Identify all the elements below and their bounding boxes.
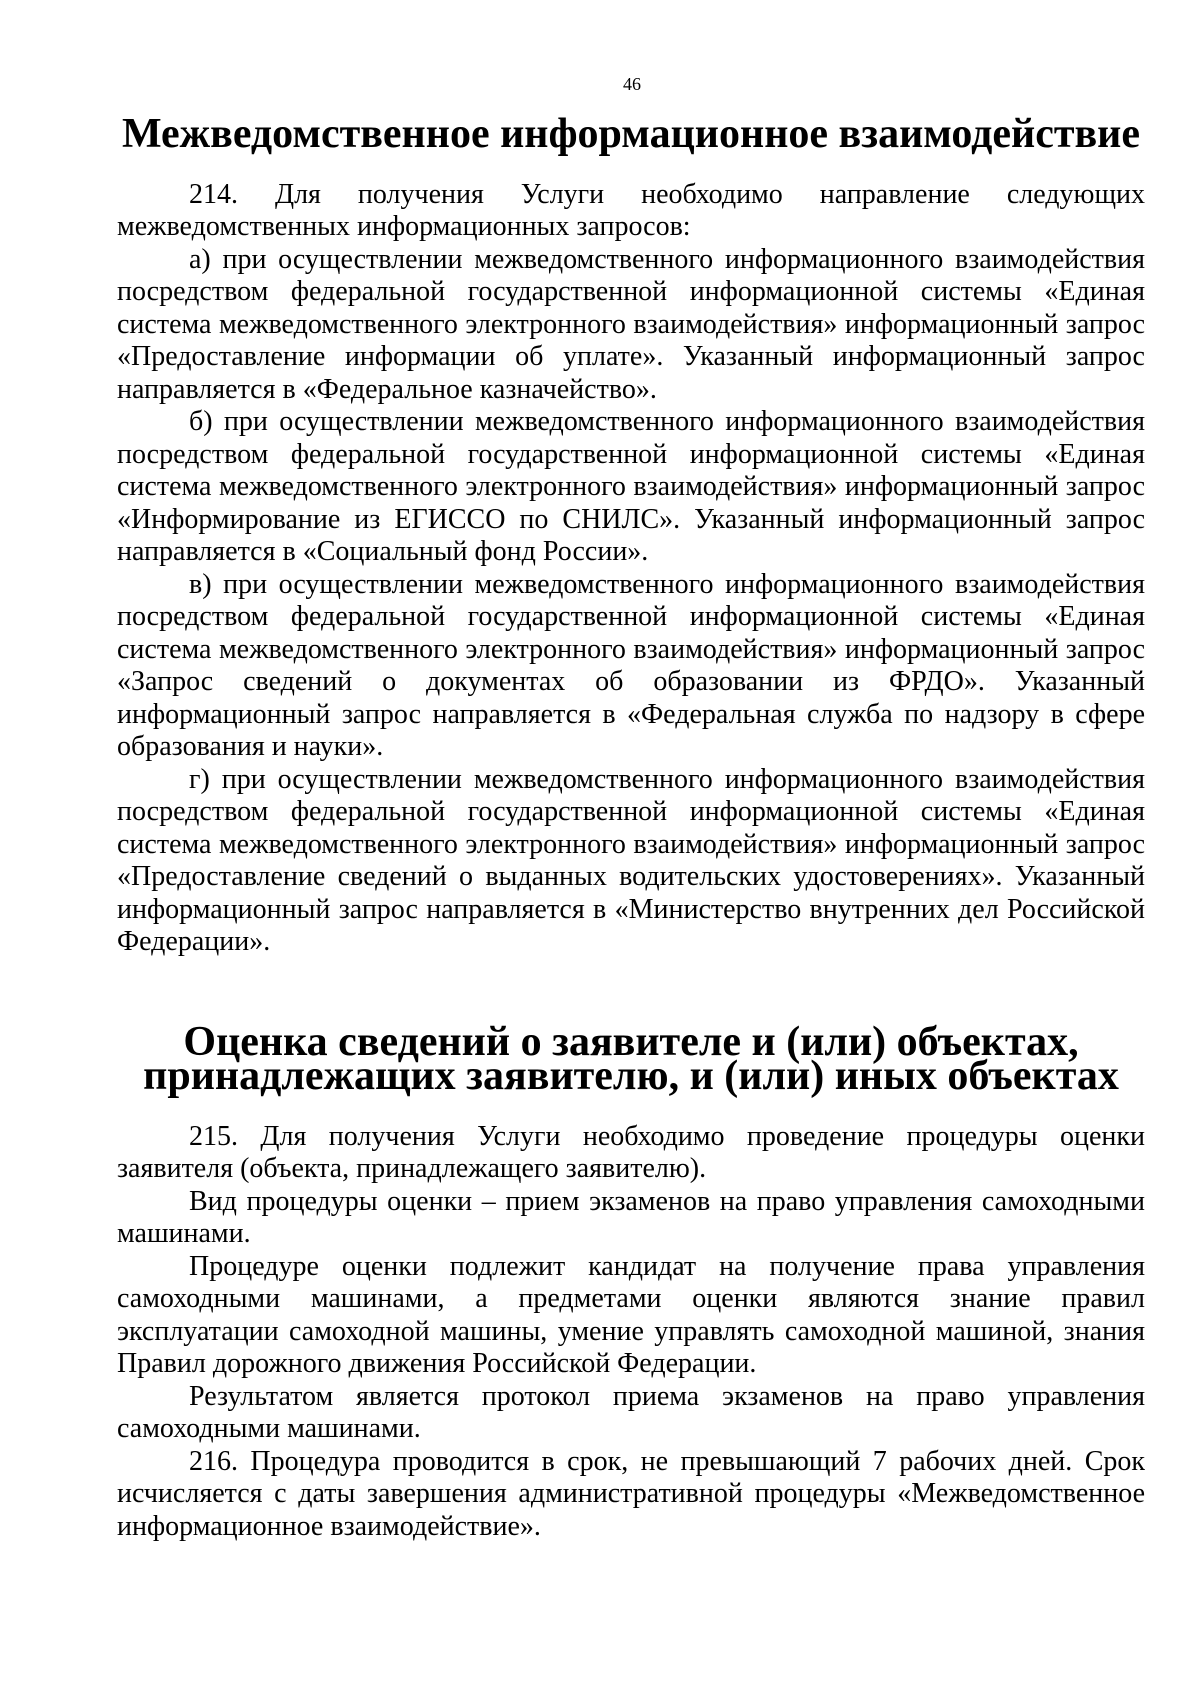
paragraph-214: 214. Для получения Услуги необходимо направление следующих межведомственных информационных запросов: — [117, 178, 1145, 242]
page-number: 46 — [623, 74, 641, 94]
paragraph-assessment-type: Вид процедуры оценки – прием экзаменов на право управления самоходными машинами. — [117, 1185, 1145, 1249]
section-heading-interagency: Межведомственное информационное взаимодействие — [121, 111, 1141, 157]
document-body — [117, 111, 1145, 1543]
paragraph-215: 215. Для получения Услуги необходимо проведение процедуры оценки заявителя (объекта, принадлежащего заявителю). — [117, 1120, 1145, 1184]
paragraph-assessment-subjects: Процедуре оценки подлежит кандидат на получение права управления самоходными машинами, а предметами оценки являются знание правил эксплуатации самоходной машины, умение управлять самоходной машиной, знания Правил дорожного движения Российской Федерации. — [117, 1250, 1145, 1379]
paragraph-214-g: г) при осуществлении межведомственного информационного взаимодействия посредством федеральной государственной информационной системы «Единая система межведомственного электронного взаимодействия» информационный запрос «Предоставление сведений о выданных водительских удостоверениях». Указанный информационный запрос направляется в «Министерство внутренних дел Российской Федерации». — [117, 763, 1145, 957]
paragraph-216: 216. Процедура проводится в срок, не превышающий 7 рабочих дней. Срок исчисляется с даты завершения административной процедуры «Межведомственное информационное взаимодействие». — [117, 1445, 1145, 1542]
paragraph-214-b: б) при осуществлении межведомственного информационного взаимодействия посредством федеральной государственной информационной системы «Единая система межведомственного электронного взаимодействия» информационный запрос «Информирование из ЕГИССО по СНИЛС». Указанный информационный запрос направляется в «Социальный фонд России». — [117, 406, 1145, 567]
section-heading-assessment: Оценка сведений о заявителе и (или) объектах, принадлежащих заявителю, и (или) иных объектах — [143, 1018, 1119, 1099]
paragraph-214-a: а) при осуществлении межведомственного информационного взаимодействия посредством федеральной государственной информационной системы «Единая система межведомственного электронного взаимодействия» информационный запрос «Предоставление информации об уплате». Указанный информационный запрос направляется в «Федеральное казначейство». — [117, 243, 1145, 405]
paragraph-assessment-result: Результатом является протокол приема экзаменов на право управления самоходными машинами. — [117, 1380, 1145, 1444]
paragraph-214-v: в) при осуществлении межведомственного информационного взаимодействия посредством федеральной государственной информационной системы «Единая система межведомственного электронного взаимодействия» информационный запрос «Запрос сведений о документах об образовании из ФРДО». Указанный информационный запрос направляется в «Федеральная служба по надзору в сфере образования и науки». — [117, 568, 1145, 762]
